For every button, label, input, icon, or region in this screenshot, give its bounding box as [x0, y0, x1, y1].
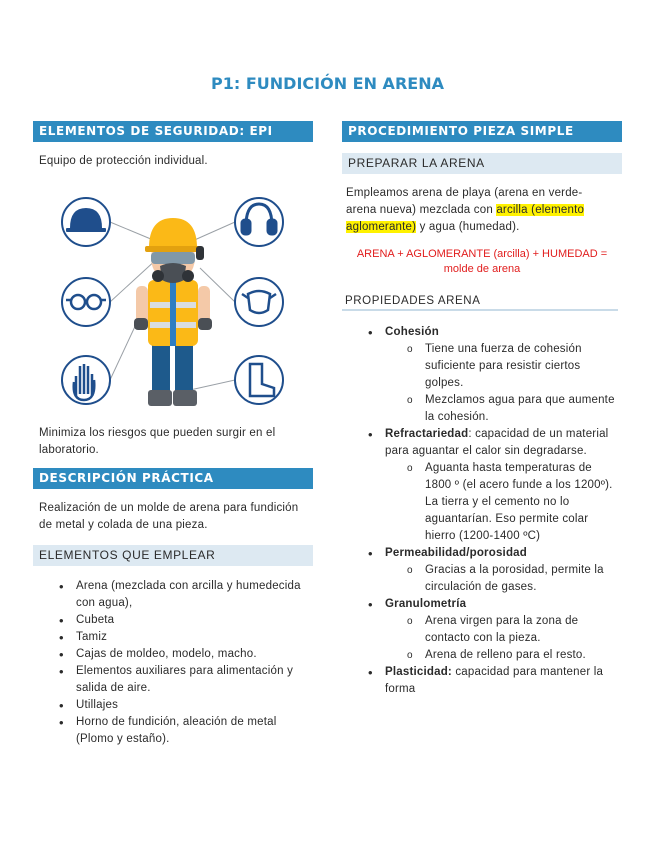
property-term: Cohesión: [385, 326, 439, 338]
list-item: [367, 426, 619, 545]
list-item: • Elementos auxiliares para alimentación y salida de aire.: [54, 663, 309, 697]
property-term: Granulometría: [385, 598, 467, 610]
worker-figure: [134, 218, 212, 406]
sub-list-item: o Mezclamos agua para que aumente la cohesión.: [385, 392, 619, 426]
section-header-procedimiento: PROCEDIMIENTO PIEZA SIMPLE: [342, 121, 622, 142]
property-term: Refractariedad: [385, 428, 469, 440]
list-item: [367, 324, 619, 426]
sub-list-item: o Gracias a la porosidad, permite la circulación de gases.: [385, 562, 619, 596]
sub-list-item: o Tiene una fuerza de cohesión suficiente para resistir ciertos golpes.: [385, 341, 619, 392]
list-item: [367, 664, 619, 698]
list-item: • Cubeta: [54, 612, 309, 629]
property-term: Plasticidad:: [385, 666, 452, 678]
seguridad-note: Minimiza los riesgos que pueden surgir en el laboratorio.: [39, 427, 276, 456]
sub-list-item: o Arena de relleno para el resto.: [385, 647, 619, 664]
section-header-seguridad: ELEMENTOS DE SEGURIDAD: EPI: [33, 121, 313, 142]
list-item: [367, 545, 619, 596]
property-desc: : capacidad de un material para aguantar el calor sin degradarse.: [385, 428, 609, 457]
descripcion-text: Realización de un molde de arena para fundición de metal y colada de una pieza.: [39, 502, 299, 531]
preparar-text-part: y agua (humedad).: [416, 221, 520, 233]
list-item: • Tamiz: [54, 629, 309, 646]
preparar-text: [346, 185, 608, 236]
sub-list-item: o Arena virgen para la zona de contacto con la pieza.: [385, 613, 619, 647]
subheader-elementos: ELEMENTOS QUE EMPLEAR: [33, 545, 313, 566]
page-title: P1: FUNDICIÓN EN ARENA: [211, 74, 444, 93]
elementos-list: [54, 578, 309, 748]
list-item: • Cajas de moldeo, modelo, macho.: [54, 646, 309, 663]
list-item: • Arena (mezclada con arcilla y humedecida con agua),: [54, 578, 309, 612]
propiedades-list: [367, 324, 619, 698]
list-item: • Utillajes: [54, 697, 309, 714]
section-header-descripcion: DESCRIPCIÓN PRÁCTICA: [33, 468, 313, 489]
seguridad-intro: Equipo de protección individual.: [39, 155, 208, 167]
list-item: • Horno de fundición, aleación de metal (Plomo y estaño).: [54, 714, 309, 748]
property-desc: capacidad para mantener la forma: [385, 666, 604, 695]
subheader-preparar: PREPARAR LA ARENA: [342, 153, 622, 174]
preparar-text-part: Empleamos arena de playa (arena en verde-arena nueva) mezclada con: [346, 187, 583, 216]
sand-formula: ARENA + AGLOMERANTE (arcilla) + HUMEDAD = molde de arena: [356, 248, 608, 275]
sub-list-item: o Aguanta hasta temperaturas de 1800 º (el acero funde a los 1200º). La tierra y el cemento no lo aguantarían. Eso permite colar hierro (1200-1400 ºC): [385, 460, 619, 545]
highlighted-text: arcilla (elemento aglomerante): [346, 204, 585, 233]
epi-illustration: [50, 190, 295, 415]
subheader-propiedades: PROPIEDADES ARENA: [342, 293, 618, 311]
property-term: Permeabilidad/porosidad: [385, 547, 527, 559]
list-item: [367, 596, 619, 664]
